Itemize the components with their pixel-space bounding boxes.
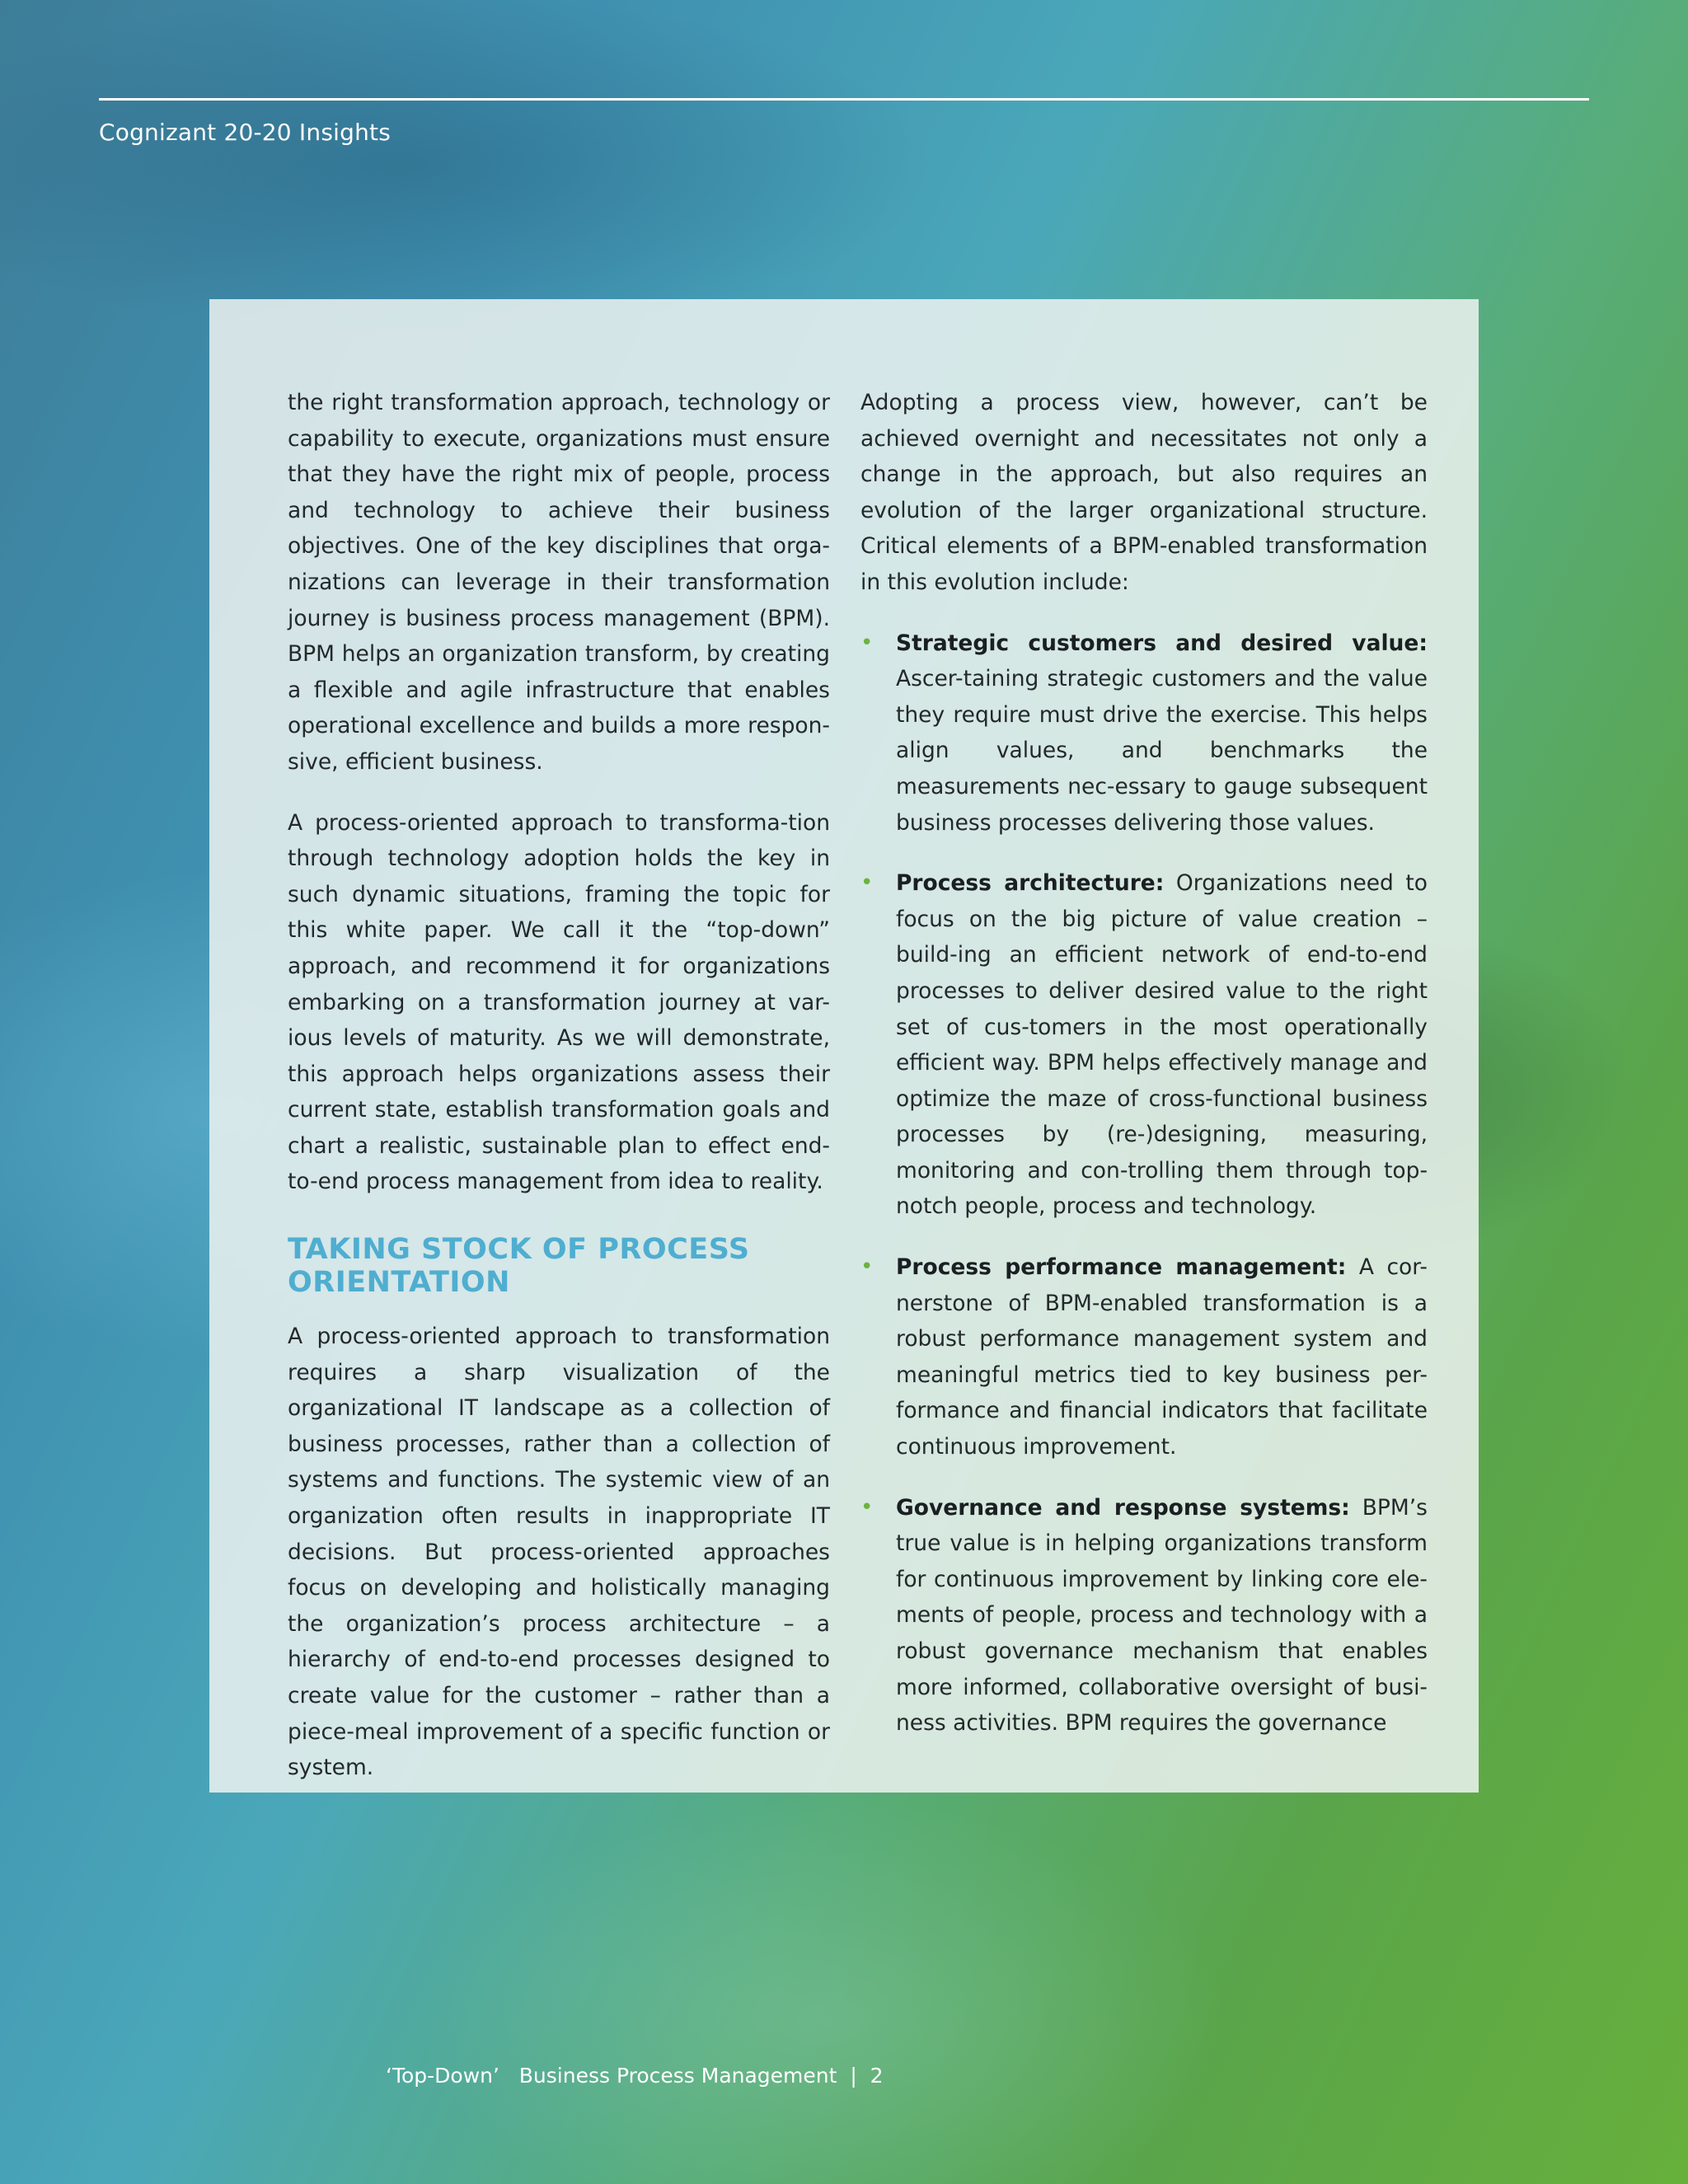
header-rule bbox=[99, 98, 1589, 101]
bullet-icon: • bbox=[860, 1254, 874, 1280]
body-paragraph: the right transformation approach, technology or capability to execute, organizations must ensure that they have the right mix of people, process and technology to achieve their business objectives. One of the key disciplines that orga-nizations can leverage in their transformation journey is business process management (BPM). BPM helps an organization transform, by creating a flexible and agile infrastructure that enables operational excellence and builds a more respon-sive, efficient business. bbox=[288, 390, 830, 775]
content-panel bbox=[209, 299, 1479, 1793]
brand-label: Cognizant 20-20 Insights bbox=[99, 119, 391, 146]
list-item bbox=[860, 1249, 1428, 1465]
body-paragraph: A process-oriented approach to transforma-tion through technology adoption holds the key in such dynamic situations, framing the topic for this white paper. We call it the “top-down” approach, and recommend it for organizations embarking on a transformation journey at var-ious levels of maturity. As we will demonstrate, this approach helps organizations assess their current state, establish transformation goals and chart a realistic, sustainable plan to effect end-to-end process management from idea to reality. bbox=[288, 809, 830, 1195]
bullet-icon: • bbox=[860, 870, 874, 896]
bullet-text: Organizations need to focus on the big picture of value creation – build-ing an efficient network of end-to-end processes to deliver desired value to the right set of cus-tomers in the most operationally efficient way. BPM helps effectively manage and optimize the maze of cross-functional business processes by (re-)designing, measuring, monitoring and con-trolling them through top-notch people, process and technology. bbox=[896, 870, 1428, 1220]
list-item bbox=[860, 865, 1428, 1225]
body-paragraph: A process-oriented approach to transformation requires a sharp visualization of the organizational IT landscape as a collection of business processes, rather than a collection of systems and functions. The systemic view of an organization often results in inappropriate IT decisions. But process-oriented approaches focus on developing and holistically managing the organization’s process architecture – a hierarchy of end-to-end processes designed to create value for the customer – rather than a piece-meal improvement of a specific function or system. bbox=[288, 1324, 830, 1781]
element-list bbox=[860, 626, 1428, 1741]
bullet-icon: • bbox=[860, 1494, 874, 1520]
bullet-icon: • bbox=[860, 630, 874, 655]
page-footer: ‘Top-Down’ Business Process Management | 2 bbox=[386, 2064, 884, 2088]
bullet-title: Process performance management: bbox=[896, 1254, 1347, 1281]
list-item bbox=[860, 626, 1428, 841]
left-column bbox=[288, 385, 830, 1786]
bullet-title: Strategic customers and desired value: bbox=[896, 630, 1428, 656]
bullet-text: A cor-nerstone of BPM-enabled transformation is a robust performance management system and meaningful metrics tied to key business per-formance and financial indicators that facilitate continuous improvement. bbox=[896, 1254, 1428, 1460]
list-item bbox=[860, 1490, 1428, 1741]
right-column bbox=[860, 385, 1428, 1766]
section-heading: TAKING STOCK OF PROCESS ORIENTATION bbox=[288, 1233, 750, 1300]
bullet-title: Process architecture: bbox=[896, 870, 1165, 897]
bullet-text: BPM’s true value is in helping organizations transform for continuous improvement by linking core ele-ments of people, process and technology with a robust governance mechanism that enables more informed, collaborative oversight of busi-ness activities. BPM requires the governance bbox=[896, 1494, 1428, 1736]
bullet-title: Governance and response systems: bbox=[896, 1494, 1350, 1521]
bullet-text: Ascer-taining strategic customers and the value they require must drive the exercise. This helps align values, and benchmarks the measurements nec-essary to gauge subsequent business processes delivering those values. bbox=[896, 666, 1428, 836]
intro-paragraph: Adopting a process view, however, can’t be achieved overnight and necessitates not only a change in the approach, but also requires an evolution of the larger organizational structure. Critical elements of a BPM-enabled transformation in this evolution include: bbox=[860, 390, 1428, 595]
